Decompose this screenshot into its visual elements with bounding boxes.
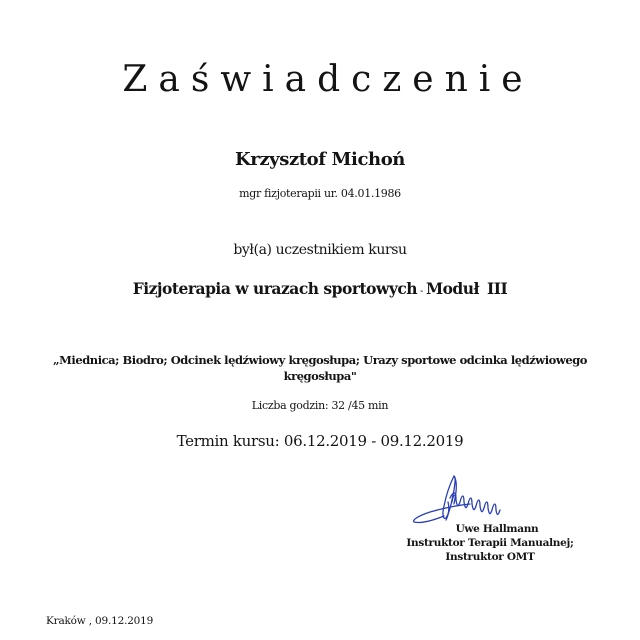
course-hours: Liczba godzin: 32 /45 min	[251, 399, 389, 412]
signer-role-2: Instruktor OMT	[445, 551, 535, 563]
course-module-label: Moduł	[425, 279, 480, 298]
course-term: Termin kursu: 06.12.2019 - 09.12.2019	[176, 432, 464, 450]
course-separator: -	[420, 286, 423, 297]
course-title	[0, 278, 640, 303]
course-name: Fizjoterapia w urazach sportowych	[132, 279, 418, 298]
participation-text: był(a) uczestnikiem kursu	[233, 242, 407, 258]
recipient-details: mgr fizjoterapii ur. 04.01.1986	[239, 187, 401, 200]
recipient-name: Krzysztof Michoń	[235, 149, 405, 170]
course-topics: „Miednica; Biodro; Odcinek lędźwiowy kręgosłupa; Urazy sportowe odcinka lędźwiowego kręgosłupa"	[52, 353, 588, 383]
signature-block	[380, 470, 600, 570]
certificate-title: Zaświadczenie	[122, 59, 534, 100]
signer-name: Uwe Hallmann	[455, 523, 539, 535]
course-module-number: III	[487, 279, 508, 298]
place-and-date: Kraków , 09.12.2019	[46, 615, 154, 627]
signer-role-1: Instruktor Terapii Manualnej;	[406, 537, 574, 549]
